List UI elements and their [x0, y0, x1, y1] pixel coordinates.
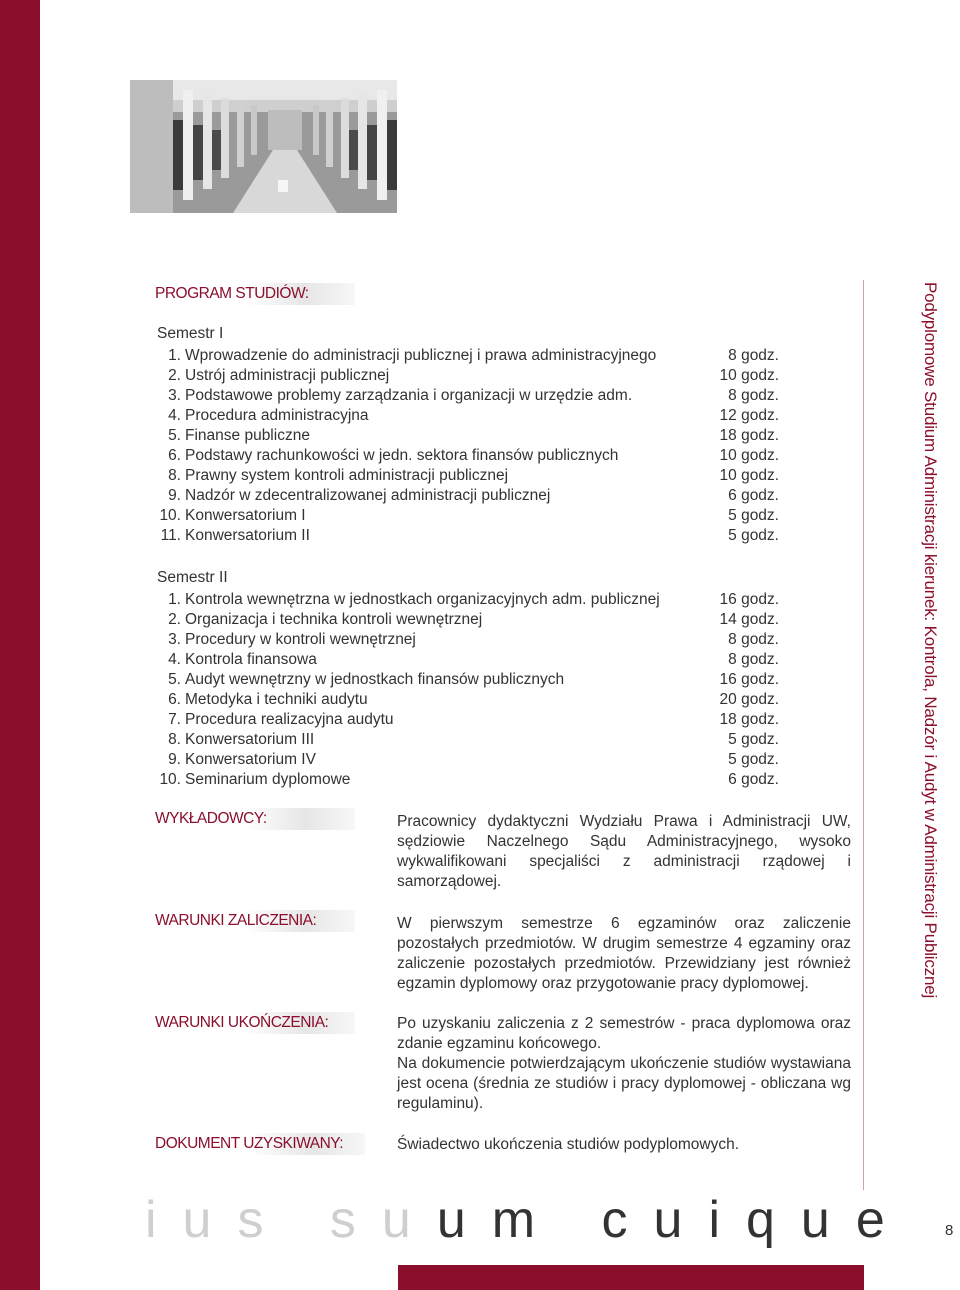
course-name: Procedura realizacyjna audytu [185, 711, 394, 728]
course-hours: 5 godz. [728, 527, 779, 544]
gray-band [130, 80, 173, 213]
course-name: Konwersatorium III [185, 731, 315, 748]
course-row [157, 770, 779, 790]
course-hours: 10 godz. [719, 367, 779, 384]
course-number: 1. [168, 591, 181, 608]
course-row [157, 386, 779, 406]
course-name: Procedury w kontroli wewnętrznej [185, 631, 416, 648]
course-name: Procedura administracyjna [185, 407, 369, 424]
document-text: Świadectwo ukończenia studiów podyplomowych. [397, 1136, 740, 1153]
motto-light: ius su [145, 1191, 437, 1249]
program-heading: PROGRAM STUDIÓW: [155, 283, 355, 305]
semester-2-label: Semestr II [157, 569, 228, 586]
course-name: Konwersatorium II [185, 527, 310, 544]
course-row [157, 670, 779, 690]
course-name: Metodyka i techniki audytu [185, 691, 368, 708]
course-number: 7. [168, 711, 181, 728]
course-row [157, 406, 779, 426]
course-hours: 10 godz. [719, 467, 779, 484]
course-row [157, 466, 779, 486]
course-hours: 5 godz. [728, 731, 779, 748]
course-number: 6. [168, 691, 181, 708]
course-row [157, 426, 779, 446]
course-row [157, 630, 779, 650]
course-number: 10. [159, 507, 181, 524]
course-hours: 6 godz. [728, 487, 779, 504]
course-hours: 16 godz. [719, 591, 779, 608]
course-name: Seminarium dyplomowe [185, 771, 351, 788]
document-heading: DOKUMENT UZYSKIWANY: [155, 1133, 365, 1155]
course-number: 5. [168, 671, 181, 688]
course-name: Audyt wewnętrzny w jednostkach finansów publicznych [185, 671, 565, 688]
motto-dark: um cuique [436, 1191, 911, 1249]
course-name: Konwersatorium I [185, 507, 306, 524]
completion-conditions-text-2: Na dokumencie potwierdzającym ukończenie studiów wystawiana jest ocena (średnia ze studiów i pracy dyplomowej - obliczana wg regulaminu). [397, 1055, 851, 1112]
course-row [157, 690, 779, 710]
course-row [157, 486, 779, 506]
course-number: 8. [168, 731, 181, 748]
course-hours: 20 godz. [719, 691, 779, 708]
motto [145, 1190, 911, 1250]
course-row [157, 710, 779, 730]
course-name: Kontrola wewnętrzna w jednostkach organizacyjnych adm. publicznej [185, 591, 660, 608]
course-number: 2. [168, 367, 181, 384]
course-number: 3. [168, 387, 181, 404]
course-row [157, 730, 779, 750]
course-row [157, 650, 779, 670]
course-number: 6. [168, 447, 181, 464]
course-row [157, 610, 779, 630]
course-number: 5. [168, 427, 181, 444]
completion-conditions-heading: WARUNKI UKOŃCZENIA: [155, 1012, 355, 1034]
course-hours: 18 godz. [719, 711, 779, 728]
course-row [157, 526, 779, 546]
course-hours: 12 godz. [719, 407, 779, 424]
pass-conditions-heading: WARUNKI ZALICZENIA: [155, 910, 355, 932]
course-number: 4. [168, 407, 181, 424]
course-hours: 8 godz. [728, 387, 779, 404]
course-name: Prawny system kontroli administracji publicznej [185, 467, 509, 484]
course-hours: 16 godz. [719, 671, 779, 688]
vertical-title: Podyplomowe Studium Administracji kierunek: Kontrola, Nadzór i Audyt w Administracji Publicznej [921, 281, 940, 999]
course-number: 3. [168, 631, 181, 648]
course-hours: 8 godz. [728, 651, 779, 668]
course-row [157, 590, 779, 610]
frame-line [863, 280, 864, 1190]
course-name: Ustrój administracji publicznej [185, 367, 390, 384]
course-hours: 8 godz. [728, 631, 779, 648]
course-hours: 5 godz. [728, 751, 779, 768]
course-row [157, 506, 779, 526]
course-name: Konwersatorium IV [185, 751, 316, 768]
course-number: 9. [168, 751, 181, 768]
pass-conditions-text: W pierwszym semestrze 6 egzaminów oraz zaliczenie pozostałych przedmiotów. W drugim semestrze 4 egzaminy oraz zaliczenie pozostałych przedmiotów. Przewidziany jest również egzamin dyplomowy oraz przygotowanie pracy dyplomowej. [397, 915, 851, 992]
course-row [157, 366, 779, 386]
semester-1-label: Semestr I [157, 325, 224, 342]
course-row [157, 446, 779, 466]
course-name: Finanse publiczne [185, 427, 310, 444]
page-number: 8 [945, 1222, 954, 1239]
course-name: Wprowadzenie do administracji publicznej i prawa administracyjnego [185, 347, 657, 364]
course-number: 11. [160, 527, 181, 544]
course-row [157, 750, 779, 770]
course-hours: 8 godz. [728, 347, 779, 364]
lecturers-heading: WYKŁADOWCY: [155, 808, 355, 830]
course-name: Kontrola finansowa [185, 651, 317, 668]
course-name: Podstawy rachunkowości w jedn. sektora finansów publicznych [185, 447, 619, 464]
course-number: 2. [168, 611, 181, 628]
lecturers-text: Pracownicy dydaktyczni Wydziału Prawa i Administracji UW, sędziowie Naczelnego Sądu Administracyjnego, wysoko wykwalifikowani specjaliści z administracji rządowej i samorządowej. [397, 813, 851, 890]
course-row [157, 346, 779, 366]
course-number: 10. [159, 771, 181, 788]
course-name: Organizacja i technika kontroli wewnętrznej [185, 611, 483, 628]
library-hall-photo [173, 80, 397, 213]
course-name: Podstawowe problemy zarządzania i organizacji w urzędzie adm. [185, 387, 633, 404]
course-hours: 6 godz. [728, 771, 779, 788]
course-hours: 5 godz. [728, 507, 779, 524]
left-accent-bar [0, 0, 40, 1290]
course-hours: 18 godz. [719, 427, 779, 444]
course-number: 8. [168, 467, 181, 484]
course-number: 1. [168, 347, 181, 364]
course-number: 9. [168, 487, 181, 504]
completion-conditions-text-1: Po uzyskaniu zaliczenia z 2 semestrów - praca dyplomowa oraz zdanie egzaminu końcowego. [397, 1015, 851, 1052]
bottom-accent-bar [398, 1265, 864, 1290]
course-hours: 10 godz. [719, 447, 779, 464]
course-hours: 14 godz. [719, 611, 779, 628]
course-name: Nadzór w zdecentralizowanej administracji publicznej [185, 487, 551, 504]
course-number: 4. [168, 651, 181, 668]
